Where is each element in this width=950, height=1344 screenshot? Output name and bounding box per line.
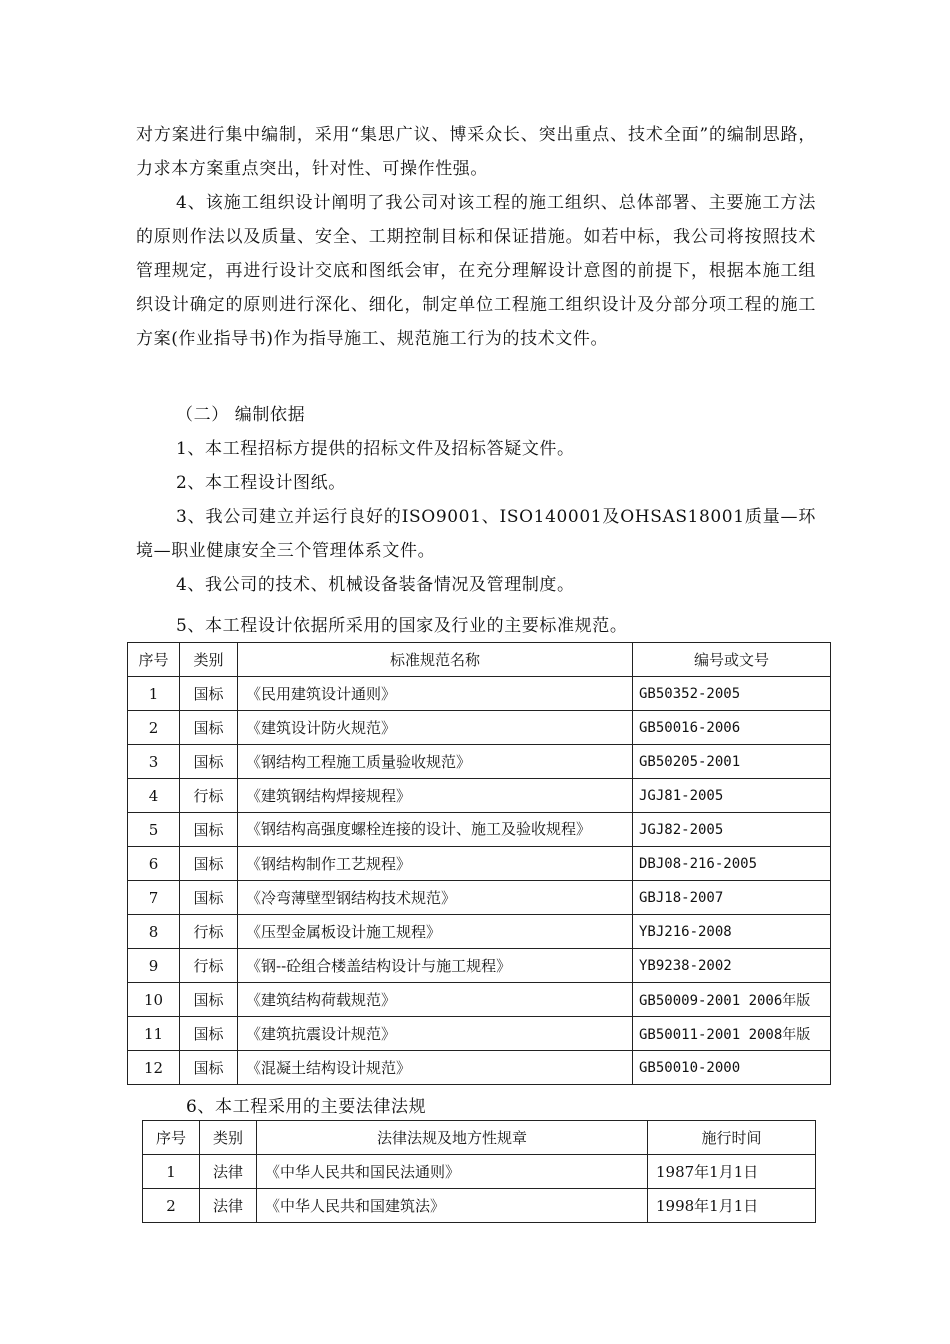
cell-seq: 1 xyxy=(143,1155,200,1189)
cell-seq: 2 xyxy=(143,1189,200,1223)
cell-date: 1998年1月1日 xyxy=(648,1189,816,1223)
cell-type: 国标 xyxy=(180,847,238,881)
cell-code: GB50009-2001 2006年版 xyxy=(633,983,831,1017)
header-name: 标准规范名称 xyxy=(238,643,633,677)
cell-code: GB50011-2001 2008年版 xyxy=(633,1017,831,1051)
cell-type: 行标 xyxy=(180,949,238,983)
cell-seq: 7 xyxy=(128,881,180,915)
table-row xyxy=(143,1189,816,1223)
cell-type: 法律 xyxy=(200,1189,257,1223)
cell-type: 国标 xyxy=(180,677,238,711)
cell-seq: 10 xyxy=(128,983,180,1017)
laws-table xyxy=(142,1120,816,1223)
cell-code: YB9238-2002 xyxy=(633,949,831,983)
cell-name: 《钢--砼组合楼盖结构设计与施工规程》 xyxy=(238,949,633,983)
cell-seq: 3 xyxy=(128,745,180,779)
table-row xyxy=(128,881,831,915)
cell-name: 《压型金属板设计施工规程》 xyxy=(238,915,633,949)
cell-name: 《中华人民共和国民法通则》 xyxy=(257,1155,648,1189)
cell-type: 国标 xyxy=(180,881,238,915)
cell-seq: 2 xyxy=(128,711,180,745)
cell-name: 《建筑设计防火规范》 xyxy=(238,711,633,745)
table-row xyxy=(128,915,831,949)
cell-seq: 8 xyxy=(128,915,180,949)
header-date: 施行时间 xyxy=(648,1121,816,1155)
cell-name: 《中华人民共和国建筑法》 xyxy=(257,1189,648,1223)
cell-code: GB50016-2006 xyxy=(633,711,831,745)
table-row xyxy=(128,847,831,881)
cell-name: 《混凝土结构设计规范》 xyxy=(238,1051,633,1085)
cell-type: 国标 xyxy=(180,745,238,779)
header-type: 类别 xyxy=(200,1121,257,1155)
cell-type: 行标 xyxy=(180,779,238,813)
header-name: 法律法规及地方性规章 xyxy=(257,1121,648,1155)
standards-table xyxy=(127,642,831,1085)
cell-seq: 9 xyxy=(128,949,180,983)
header-seq: 序号 xyxy=(143,1121,200,1155)
cell-name: 《冷弯薄壁型钢结构技术规范》 xyxy=(238,881,633,915)
cell-date: 1987年1月1日 xyxy=(648,1155,816,1189)
table-row xyxy=(128,745,831,779)
basis-item-2: 2、本工程设计图纸。 xyxy=(176,473,346,493)
table-header-row xyxy=(143,1121,816,1155)
basis-item-5: 5、本工程设计依据所采用的国家及行业的主要标准规范。 xyxy=(176,616,628,636)
cell-type: 国标 xyxy=(180,983,238,1017)
table-row xyxy=(128,711,831,745)
cell-name: 《钢结构工程施工质量验收规范》 xyxy=(238,745,633,779)
table-row xyxy=(128,949,831,983)
cell-code: GB50205-2001 xyxy=(633,745,831,779)
section-heading: （二） 编制依据 xyxy=(176,405,306,425)
cell-code: GBJ18-2007 xyxy=(633,881,831,915)
basis-item-3: 3、我公司建立并运行良好的ISO9001、ISO140001及OHSAS18001质量—环境—职业健康安全三个管理体系文件。 xyxy=(136,507,816,561)
intro-paragraph-2: 4、该施工组织设计阐明了我公司对该工程的施工组织、总体部署、主要施工方法的原则作法以及质量、安全、工期控制目标和保证措施。如若中标，我公司将按照技术管理规定，再进行设计交底和图纸会审，在充分理解设计意图的前提下，根据本施工组织设计确定的原则进行深化、细化，制定单位工程施工组织设计及分部分项工程的施工方案(作业指导书)作为指导施工、规范施工行为的技术文件。 xyxy=(136,193,816,349)
cell-name: 《建筑钢结构焊接规程》 xyxy=(238,779,633,813)
cell-seq: 12 xyxy=(128,1051,180,1085)
cell-name: 《钢结构制作工艺规程》 xyxy=(238,847,633,881)
cell-name: 《民用建筑设计通则》 xyxy=(238,677,633,711)
cell-code: DBJ08-216-2005 xyxy=(633,847,831,881)
table-row xyxy=(128,779,831,813)
header-seq: 序号 xyxy=(128,643,180,677)
cell-seq: 11 xyxy=(128,1017,180,1051)
basis-item-4: 4、我公司的技术、机械设备装备情况及管理制度。 xyxy=(176,575,575,595)
laws-heading: 6、本工程采用的主要法律法规 xyxy=(186,1097,427,1117)
cell-code: GB50352-2005 xyxy=(633,677,831,711)
basis-item-1: 1、本工程招标方提供的招标文件及招标答疑文件。 xyxy=(176,439,575,459)
cell-seq: 1 xyxy=(128,677,180,711)
cell-code: GB50010-2000 xyxy=(633,1051,831,1085)
cell-seq: 6 xyxy=(128,847,180,881)
cell-type: 国标 xyxy=(180,711,238,745)
table-row xyxy=(128,1017,831,1051)
intro-paragraph-1: 对方案进行集中编制，采用“集思广议、博采众长、突出重点、技术全面”的编制思路，力求本方案重点突出，针对性、可操作性强。 xyxy=(136,125,816,179)
header-code: 编号或文号 xyxy=(633,643,831,677)
cell-type: 国标 xyxy=(180,1051,238,1085)
cell-seq: 4 xyxy=(128,779,180,813)
cell-type: 国标 xyxy=(180,813,238,847)
table-row xyxy=(128,1051,831,1085)
table-row xyxy=(128,677,831,711)
cell-type: 法律 xyxy=(200,1155,257,1189)
table-row xyxy=(143,1155,816,1189)
table-header-row xyxy=(128,643,831,677)
table-row xyxy=(128,983,831,1017)
cell-name: 《建筑抗震设计规范》 xyxy=(238,1017,633,1051)
cell-name: 《钢结构高强度螺栓连接的设计、施工及验收规程》 xyxy=(238,813,633,847)
cell-code: YBJ216-2008 xyxy=(633,915,831,949)
cell-seq: 5 xyxy=(128,813,180,847)
cell-type: 国标 xyxy=(180,1017,238,1051)
cell-type: 行标 xyxy=(180,915,238,949)
header-type: 类别 xyxy=(180,643,238,677)
cell-code: JGJ81-2005 xyxy=(633,779,831,813)
table-row xyxy=(128,813,831,847)
cell-name: 《建筑结构荷载规范》 xyxy=(238,983,633,1017)
cell-code: JGJ82-2005 xyxy=(633,813,831,847)
